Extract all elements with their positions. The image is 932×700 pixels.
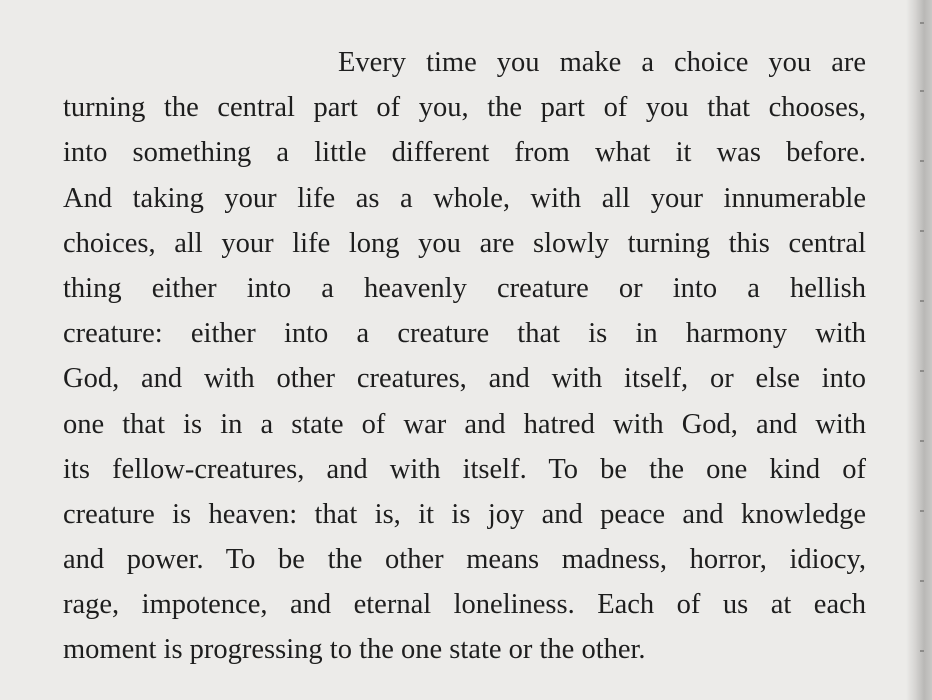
page-gutter-shadow	[906, 0, 932, 700]
gutter-mark	[920, 510, 924, 512]
gutter-mark	[920, 160, 924, 162]
paragraph-line: creature: either into a creature that is in harmony with	[63, 318, 866, 350]
gutter-mark	[920, 370, 924, 372]
paragraph-line: one that is in a state of war and hatred with God, and with	[63, 408, 866, 440]
paragraph-line: into something a little different from what it was before.	[63, 137, 866, 169]
gutter-mark	[920, 230, 924, 232]
paragraph-line: Every time you make a choice you are	[338, 47, 866, 78]
gutter-mark	[920, 580, 924, 582]
paragraph-line: choices, all your life long you are slowly turning this central	[63, 227, 866, 259]
gutter-mark	[920, 650, 924, 652]
paragraph-line: And taking your life as a whole, with all your innumerable	[63, 182, 866, 214]
paragraph-line: creature is heaven: that is, it is joy and peace and knowledge	[63, 498, 866, 530]
gutter-mark	[920, 22, 924, 24]
paragraph-line: moment is progressing to the one state or the other.	[63, 634, 646, 666]
gutter-mark	[920, 90, 924, 92]
paragraph-line: turning the central part of you, the part of you that chooses,	[63, 92, 866, 124]
paragraph-line: God, and with other creatures, and with itself, or else into	[63, 363, 866, 395]
paragraph-line: thing either into a heavenly creature or into a hellish	[63, 272, 866, 304]
paragraph-line: and power. To be the other means madness, horror, idiocy,	[63, 544, 866, 576]
paragraph-line: rage, impotence, and eternal loneliness. Each of us at each	[63, 589, 866, 621]
gutter-mark	[920, 300, 924, 302]
paragraph-line: its fellow-creatures, and with itself. To be the one kind of	[63, 453, 866, 485]
body-paragraph	[63, 40, 866, 673]
gutter-mark	[920, 440, 924, 442]
